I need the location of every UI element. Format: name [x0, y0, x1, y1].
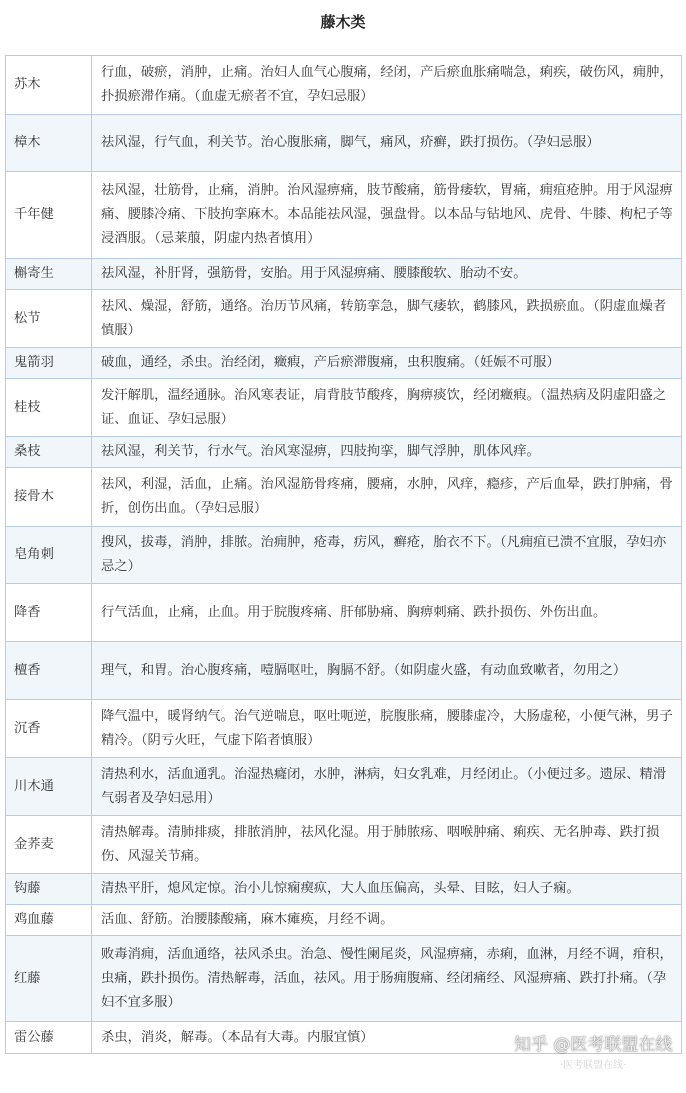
herb-description: 败毒消痈，活血通络，祛风杀虫。治急、慢性阑尾炎，风湿痹痛，赤痢，血淋，月经不调，疳积，虫痛，跌扑损伤。清热解毒，活血，祛风。用于肠痈腹痛、经闭痛经、风湿痹痛、跌打扑痛。（孕妇不宜多服） — [92, 936, 682, 1022]
herb-description: 清热解毒。清肺排痰，排脓消肿，祛风化湿。用于肺脓疡、咽喉肿痛、痢疾、无名肿毒、跌打损伤、风湿关节痛。 — [92, 816, 682, 874]
herb-name: 金荞麦 — [6, 816, 92, 874]
herb-name: 千年健 — [6, 172, 92, 259]
herb-name: 皂角刺 — [6, 527, 92, 584]
table-row — [6, 56, 682, 115]
herb-description: 理气，和胃。治心腹疼痛，噎膈呕吐，胸膈不舒。（如阴虚火盛，有动血致嗽者，勿用之） — [92, 642, 682, 700]
table-row — [6, 816, 682, 874]
herb-description: 祛风，利湿，活血，止痛。治风湿筋骨疼痛，腰痛，水肿，风痒，瘾疹，产后血晕，跌打肿痛，骨折，创伤出血。（孕妇忌服） — [92, 468, 682, 527]
table-row — [6, 642, 682, 700]
watermark: 知乎 @医考联盟在线 — [514, 1035, 673, 1055]
herb-name: 槲寄生 — [6, 259, 92, 290]
table-row — [6, 348, 682, 379]
herb-name: 桑枝 — [6, 437, 92, 468]
table-row — [6, 700, 682, 758]
herb-description: 杀虫，消炎，解毒。（本品有大毒。内服宜慎） — [92, 1022, 682, 1054]
herb-name: 接骨木 — [6, 468, 92, 527]
herb-description: 祛风湿，利关节，行水气。治风寒湿痹，四肢拘挛，脚气浮肿，肌体风痒。 — [92, 437, 682, 468]
table-row — [6, 874, 682, 905]
herb-description: 搜风，拔毒，消肿，排脓。治痈肿，疮毒，疠风，癣疮，胎衣不下。（凡痈疽已溃不宜服，孕妇亦忌之） — [92, 527, 682, 584]
table-row — [6, 290, 682, 348]
herb-name: 桂枝 — [6, 379, 92, 437]
herb-description: 降气温中，暖肾纳气。治气逆喘息，呕吐呃逆，脘腹胀痛，腰膝虚冷，大肠虚秘，小便气淋，男子精冷。（阴亏火旺，气虚下陷者慎服） — [92, 700, 682, 758]
herb-name: 苏木 — [6, 56, 92, 115]
herb-description: 清热利水，活血通乳。治湿热癃闭，水肿，淋病，妇女乳难，月经闭止。（小便过多。遗尿、精滑气弱者及孕妇忌用） — [92, 758, 682, 816]
table-row — [6, 172, 682, 259]
herb-name: 川木通 — [6, 758, 92, 816]
herb-name: 降香 — [6, 584, 92, 642]
herb-table — [5, 55, 682, 1054]
herb-description: 行气活血，止痛，止血。用于脘腹疼痛、肝郁胁痛、胸痹刺痛、跌扑损伤、外伤出血。 — [92, 584, 682, 642]
herb-name: 鬼箭羽 — [6, 348, 92, 379]
herb-description: 祛风湿，行气血，利关节。治心腹胀痛，脚气，痛风，疥癣，跌打损伤。（孕妇忌服） — [92, 115, 682, 172]
herb-name: 雷公藤 — [6, 1022, 92, 1054]
herb-description: 行血，破瘀，消肿，止痛。治妇人血气心腹痛，经闭，产后瘀血胀痛喘急，痢疾，破伤风，痈肿，扑损瘀滞作痛。（血虚无瘀者不宜，孕妇忌服） — [92, 56, 682, 115]
herb-name: 沉香 — [6, 700, 92, 758]
herb-name: 鸡血藤 — [6, 905, 92, 936]
table-row — [6, 259, 682, 290]
table-row — [6, 936, 682, 1022]
table-row — [6, 115, 682, 172]
herb-description: 祛风湿，壮筋骨，止痛，消肿。治风湿痹痛，肢节酸痛，筋骨痿软，胃痛，痈疽疮肿。用于风湿痹痛、腰膝冷痛、下肢拘挛麻木。本品能祛风湿，强盘骨。以本品与钻地风、虎骨、牛膝、枸杞子等浸酒服。（忌莱菔，阴虚内热者慎用） — [92, 172, 682, 259]
herb-description: 清热平肝，熄风定惊。治小儿惊痫瘈疭，大人血压偏高，头晕、目眩，妇人子痫。 — [92, 874, 682, 905]
herb-description: 发汗解肌，温经通脉。治风寒表证，肩背肢节酸疼，胸痹痰饮，经闭癥瘕。（温热病及阴虚阳盛之证、血证、孕妇忌服） — [92, 379, 682, 437]
herb-description: 祛风湿，补肝肾，强筋骨，安胎。用于风湿痹痛、腰膝酸软、胎动不安。 — [92, 259, 682, 290]
herb-name: 檀香 — [6, 642, 92, 700]
table-row — [6, 758, 682, 816]
herb-name: 松节 — [6, 290, 92, 348]
herb-name: 钩藤 — [6, 874, 92, 905]
table-row — [6, 379, 682, 437]
herb-name: 樟木 — [6, 115, 92, 172]
herb-description: 祛风、燥湿，舒筋，通络。治历节风痛，转筋挛急，脚气痿软，鹤膝风，跌损瘀血。（阴虚血燥者慎服） — [92, 290, 682, 348]
herb-description: 活血、舒筋。治腰膝酸痛，麻木瘫痪，月经不调。 — [92, 905, 682, 936]
page-title: 藤木类 — [320, 13, 366, 31]
table-row — [6, 584, 682, 642]
table-row — [6, 905, 682, 936]
table-row — [6, 527, 682, 584]
herb-name: 红藤 — [6, 936, 92, 1022]
watermark-sub: ·医考联盟在线· — [560, 1060, 627, 1071]
table-row — [6, 437, 682, 468]
herb-description: 破血，通经，杀虫。治经闭，癥瘕，产后瘀滞腹痛，虫积腹痛。（妊娠不可服） — [92, 348, 682, 379]
table-row — [6, 468, 682, 527]
